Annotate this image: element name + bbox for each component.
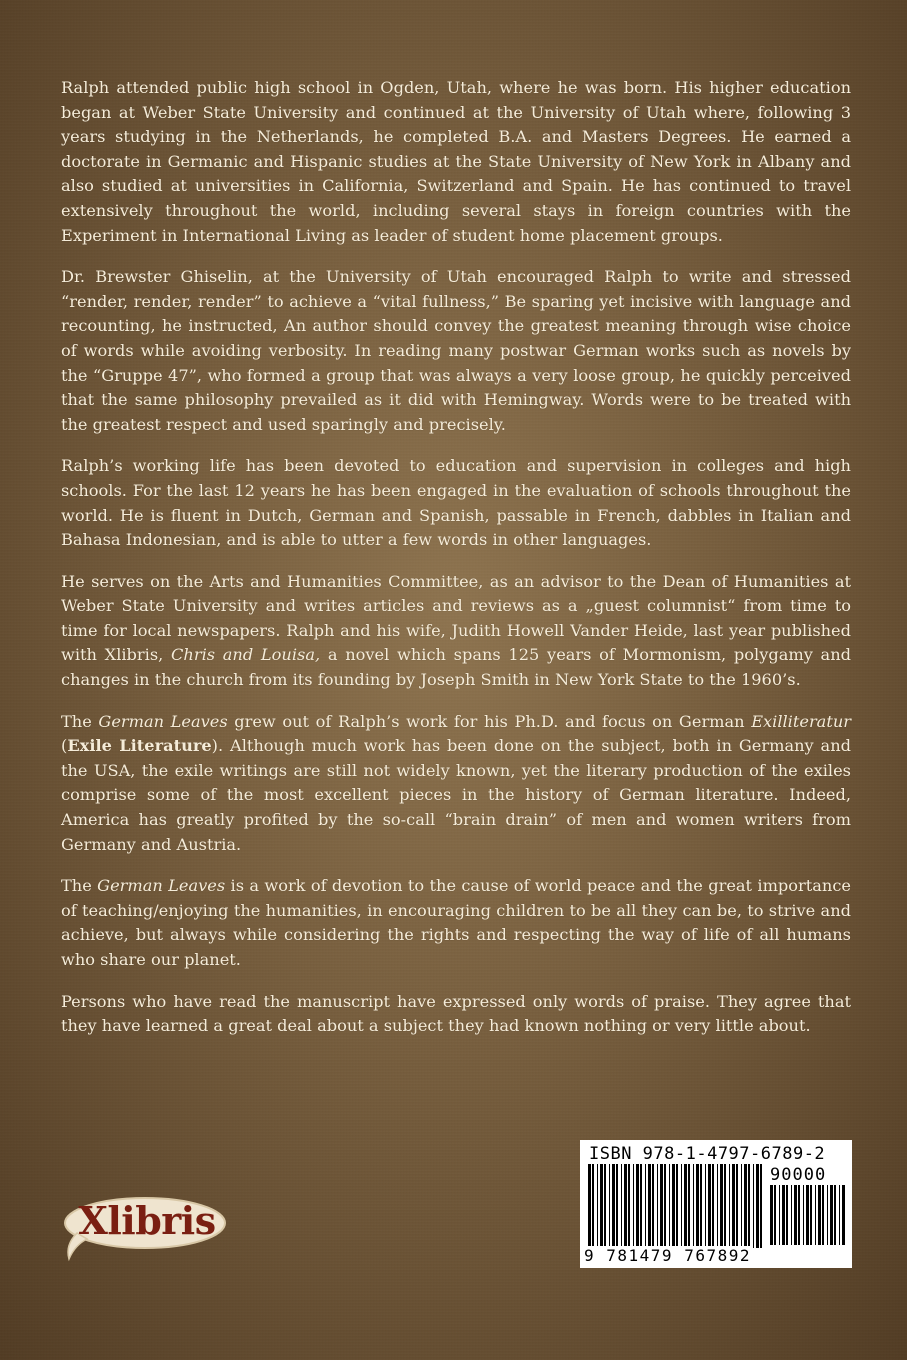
barcode-bar	[664, 1164, 666, 1248]
book-title-german-leaves: German Leaves	[97, 876, 226, 896]
barcode-bar	[753, 1164, 754, 1248]
paragraph-devotion: The German Leaves is a work of devotion to the cause of world peace and the great importance of teaching/enjoying the humanities, in encouraging children to be all they can be, to strive and achieve, but always while considering the rights and respecting the way of life of all humans who share our planet.	[61, 876, 852, 969]
barcode-bar	[736, 1164, 738, 1248]
barcode-bar	[732, 1164, 735, 1248]
barcode-bar	[712, 1164, 714, 1248]
barcode-bar	[708, 1164, 711, 1248]
paragraph-education: Ralph attended public high school in Ogden, Utah, where he was born. His higher education began at Weber State University and continued at the University of Utah where, following 3 years studying in the Netherlands, he completed B.A. and Masters Degrees. He earned a doctorate in Germanic and Hispanic studies at the State University of New York in Albany and also studied at universities in California, Switzerland and Spain. He has continued to travel extensively throughout the world, including several stays in foreign countries with the Experiment in International Living as leader of student home placement groups.	[61, 78, 851, 245]
barcode-bar	[705, 1164, 706, 1248]
paragraph-german-leaves-origin: The German Leaves grew out of Ralph’s work for his Ph.D. and focus on German Exilliteratur (Exile Literature). Although much work has been done on the subject, both in Germany and the USA, the exile writings are still not widely known, yet the literary production of the exiles comprise some of the most excellent pieces in the history of German literature. Indeed, America has greatly profited by the so-call “brain drain” of men and women writers from Germany and Austria.	[61, 711, 851, 854]
barcode-bar	[830, 1185, 833, 1245]
barcode-bar	[720, 1164, 723, 1248]
barcode-bar	[756, 1164, 759, 1248]
barcode-bar	[760, 1164, 762, 1248]
barcode-bar	[609, 1164, 610, 1248]
barcode-bar	[621, 1164, 622, 1248]
blurb-text	[61, 76, 851, 1056]
barcode-bar	[782, 1185, 785, 1245]
barcode-bar	[624, 1164, 627, 1248]
barcode-bar	[681, 1164, 682, 1248]
barcode-bar	[669, 1164, 670, 1248]
barcode-bar	[612, 1164, 615, 1248]
barcode-bar	[688, 1164, 690, 1248]
barcode-bar	[676, 1164, 678, 1248]
barcode-bar	[588, 1164, 591, 1248]
isbn-barcode	[580, 1140, 852, 1268]
price-code: 90000	[770, 1165, 827, 1185]
barcode-bar	[806, 1185, 809, 1245]
barcode-bar	[741, 1164, 742, 1248]
barcode-bar	[672, 1164, 675, 1248]
addon-barcode-bars	[768, 1185, 846, 1245]
barcode-bar	[652, 1164, 654, 1248]
ean-digits: 9 781479 767892	[584, 1246, 751, 1265]
barcode-bar	[729, 1164, 730, 1248]
barcode-bar	[604, 1164, 606, 1248]
barcode-bar	[839, 1185, 840, 1245]
barcode-bar	[724, 1164, 726, 1248]
barcode-bar	[616, 1164, 618, 1248]
barcode-bar	[786, 1185, 788, 1245]
barcode-bar	[774, 1185, 776, 1245]
barcode-bar	[693, 1164, 694, 1248]
barcode-bar	[660, 1164, 663, 1248]
barcode-bar	[779, 1185, 780, 1245]
barcode-bar	[640, 1164, 642, 1248]
barcode-bar	[791, 1185, 792, 1245]
barcode-bar	[798, 1185, 800, 1245]
barcode-bar	[717, 1164, 718, 1248]
term-exile-literature: Exile Literature	[67, 736, 212, 756]
barcode-bar	[696, 1164, 699, 1248]
barcode-bar	[592, 1164, 594, 1248]
barcode-bar	[748, 1164, 750, 1248]
barcode-bar	[700, 1164, 702, 1248]
term-exilliteratur: Exilliteratur	[751, 711, 851, 731]
barcode-bar	[810, 1185, 812, 1245]
isbn-label: ISBN 978-1-4797-6789-2	[589, 1144, 826, 1164]
barcode-bar	[636, 1164, 639, 1248]
barcode-bar	[684, 1164, 687, 1248]
paragraph-praise: Persons who have read the manuscript have expressed only words of praise. They agree that they have learned a great deal about a subject they had known nothing or very little about.	[61, 991, 851, 1036]
logo-text: Xlibris	[78, 1198, 216, 1243]
book-title-chris-and-louisa: Chris and Louisa,	[171, 645, 321, 665]
ean-barcode-bars	[586, 1164, 764, 1248]
barcode-bar	[648, 1164, 651, 1248]
barcode-bar	[794, 1185, 797, 1245]
xlibris-logo	[55, 1193, 230, 1263]
barcode-bar	[818, 1185, 821, 1245]
barcode-bar	[600, 1164, 603, 1248]
barcode-bar	[803, 1185, 804, 1245]
barcode-bar	[822, 1185, 824, 1245]
paragraph-working-life: Ralph’s working life has been devoted to education and supervision in colleges and high schools. For the last 12 years he has been engaged in the evaluation of schools throughout the world. He is fluent in Dutch, German and Spanish, passable in French, dabbles in Italian and Bahasa Indonesian, and is able to utter a few words in other languages.	[61, 456, 851, 550]
paragraph-ghiselin: Dr. Brewster Ghiselin, at the University of Utah encouraged Ralph to write and stressed “render, render, render” to achieve a “vital fullness,” Be sparing yet incisive with language and recounting, he instructed, An author should convey the greatest meaning through wise choice of words while avoiding verbosity. In reading many postwar German works such as novels by the “Gruppe 47”, who formed a group that was always a very loose group, he quickly perceived that the same philosophy prevailed as it did with Hemingway. Words were to be treated with the greatest respect and used sparingly and precisely.	[61, 267, 851, 434]
barcode-bar	[815, 1185, 816, 1245]
barcode-bar	[827, 1185, 828, 1245]
barcode-bar	[645, 1164, 646, 1248]
paragraph-committee: He serves on the Arts and Humanities Committee, as an advisor to the Dean of Humanities at Weber State University and writes articles and reviews as a „guest columnist“ from time to time for local newspapers. Ralph and his wife, Judith Howell Vander Heide, last year published with Xlibris, Chris and Louisa, a novel which spans 125 years of Mormonism, polygamy and changes in the church from its founding by Joseph Smith in New York State to the 1960’s.	[61, 571, 851, 690]
barcode-bar	[834, 1185, 836, 1245]
barcode-bar	[628, 1164, 630, 1248]
barcode-bar	[597, 1164, 598, 1248]
barcode-bar	[744, 1164, 747, 1248]
barcode-bar	[770, 1185, 773, 1245]
book-title-german-leaves: German Leaves	[98, 711, 228, 731]
barcode-bar	[657, 1164, 658, 1248]
barcode-bar	[633, 1164, 634, 1248]
barcode-bar	[842, 1185, 845, 1245]
